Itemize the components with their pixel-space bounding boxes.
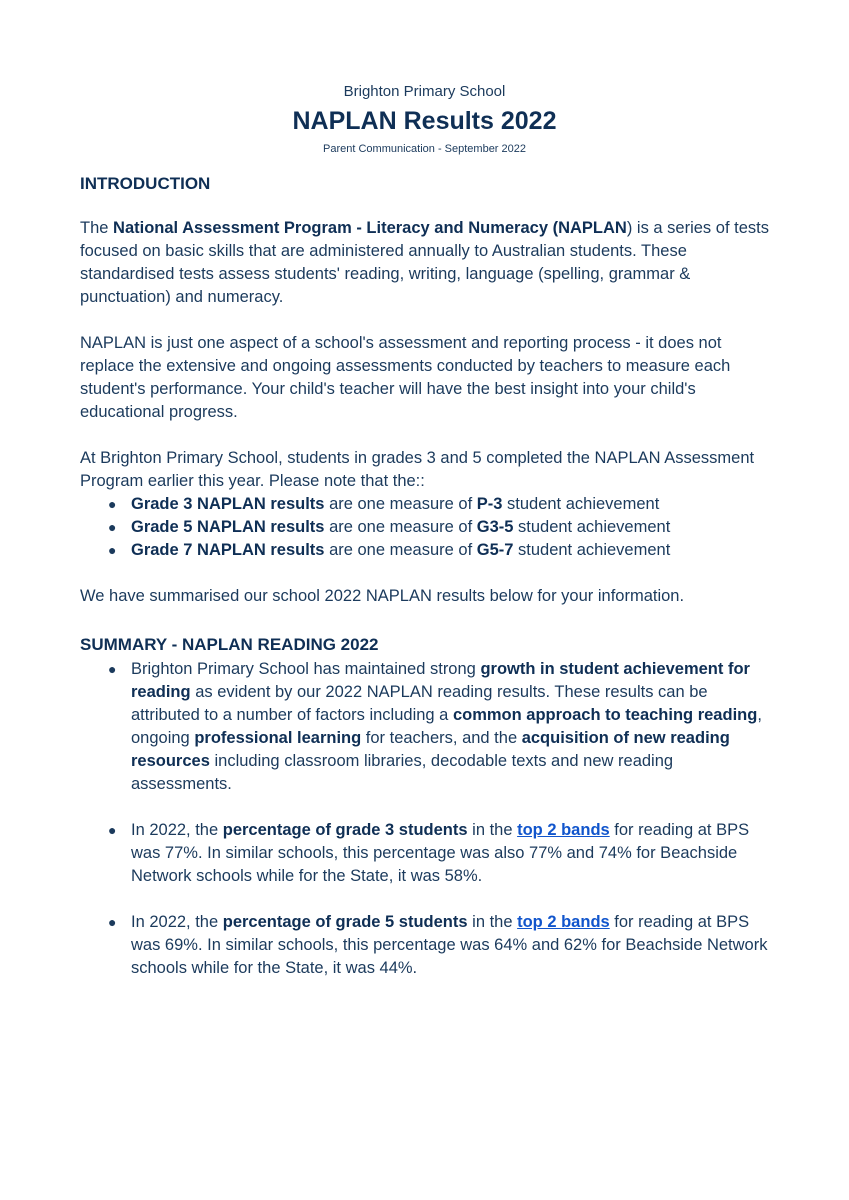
list-item: ● Grade 5 NAPLAN results are one measure of G3-5 student achievement bbox=[80, 516, 769, 539]
list-item: ● Grade 3 NAPLAN results are one measure of P-3 student achievement bbox=[80, 493, 769, 516]
summary-list bbox=[80, 658, 769, 980]
bullet-icon: ● bbox=[108, 822, 117, 838]
intro-paragraph-2: NAPLAN is just one aspect of a school's assessment and reporting process - it does not replace the extensive and ongoing assessments conducted by teachers to measure each student's performance. Your child's teacher will have the best insight into your child's educational progress. bbox=[80, 334, 731, 421]
summary-item-grade-5: ● In 2022, the percentage of grade 5 students in the top 2 bands for reading at BPS was 69%. In similar schools, this percentage was 64% and 62% for Beachside Network schools while for the State, it was 44%. bbox=[108, 913, 768, 977]
intro-paragraph-1: The National Assessment Program - Literacy and Numeracy (NAPLAN) is a series of tests focused on basic skills that are administered annually to Australian students. These standardised tests assess students' reading, writing, language (spelling, grammar & punctuation) and numeracy. bbox=[80, 219, 769, 306]
list-item: ● Grade 7 NAPLAN results are one measure of G5-7 student achievement bbox=[80, 539, 769, 562]
summary-item-grade-3: ● In 2022, the percentage of grade 3 students in the top 2 bands for reading at BPS was 77%. In similar schools, this percentage was also 77% and 74% for Beachside Network schools while for the State, it was 58%. bbox=[108, 821, 750, 885]
bullet-icon: ● bbox=[108, 496, 117, 512]
bullet-icon: ● bbox=[108, 914, 117, 930]
intro-paragraph-3: At Brighton Primary School, students in grades 3 and 5 completed the NAPLAN Assessment Program earlier this year. Please note that the:: bbox=[80, 449, 755, 490]
bullet-icon: ● bbox=[108, 519, 117, 535]
introduction-heading: INTRODUCTION bbox=[80, 174, 211, 193]
grade-measures-list bbox=[80, 493, 769, 562]
document-title: NAPLAN Results 2022 bbox=[292, 107, 557, 135]
document-header bbox=[80, 0, 769, 157]
summary-item-growth: ● Brighton Primary School has maintained strong growth in student achievement for reading as evident by our 2022 NAPLAN reading results. These results can be attributed to a number of factors including a common approach to teaching reading, ongoing professional learning for teachers, and the acquisition of new reading resources including classroom libraries, decodable texts and new reading assessments. bbox=[108, 660, 762, 793]
top-2-bands-link[interactable]: top 2 bands bbox=[517, 821, 610, 839]
intro-paragraph-4: We have summarised our school 2022 NAPLAN results below for your information. bbox=[80, 587, 685, 605]
document-subtitle: Parent Communication - September 2022 bbox=[323, 143, 526, 155]
school-name: Brighton Primary School bbox=[343, 83, 506, 100]
top-2-bands-link[interactable]: top 2 bands bbox=[517, 913, 610, 931]
summary-heading: SUMMARY - NAPLAN READING 2022 bbox=[80, 635, 379, 654]
bullet-icon: ● bbox=[108, 542, 117, 558]
bullet-icon: ● bbox=[108, 661, 117, 677]
